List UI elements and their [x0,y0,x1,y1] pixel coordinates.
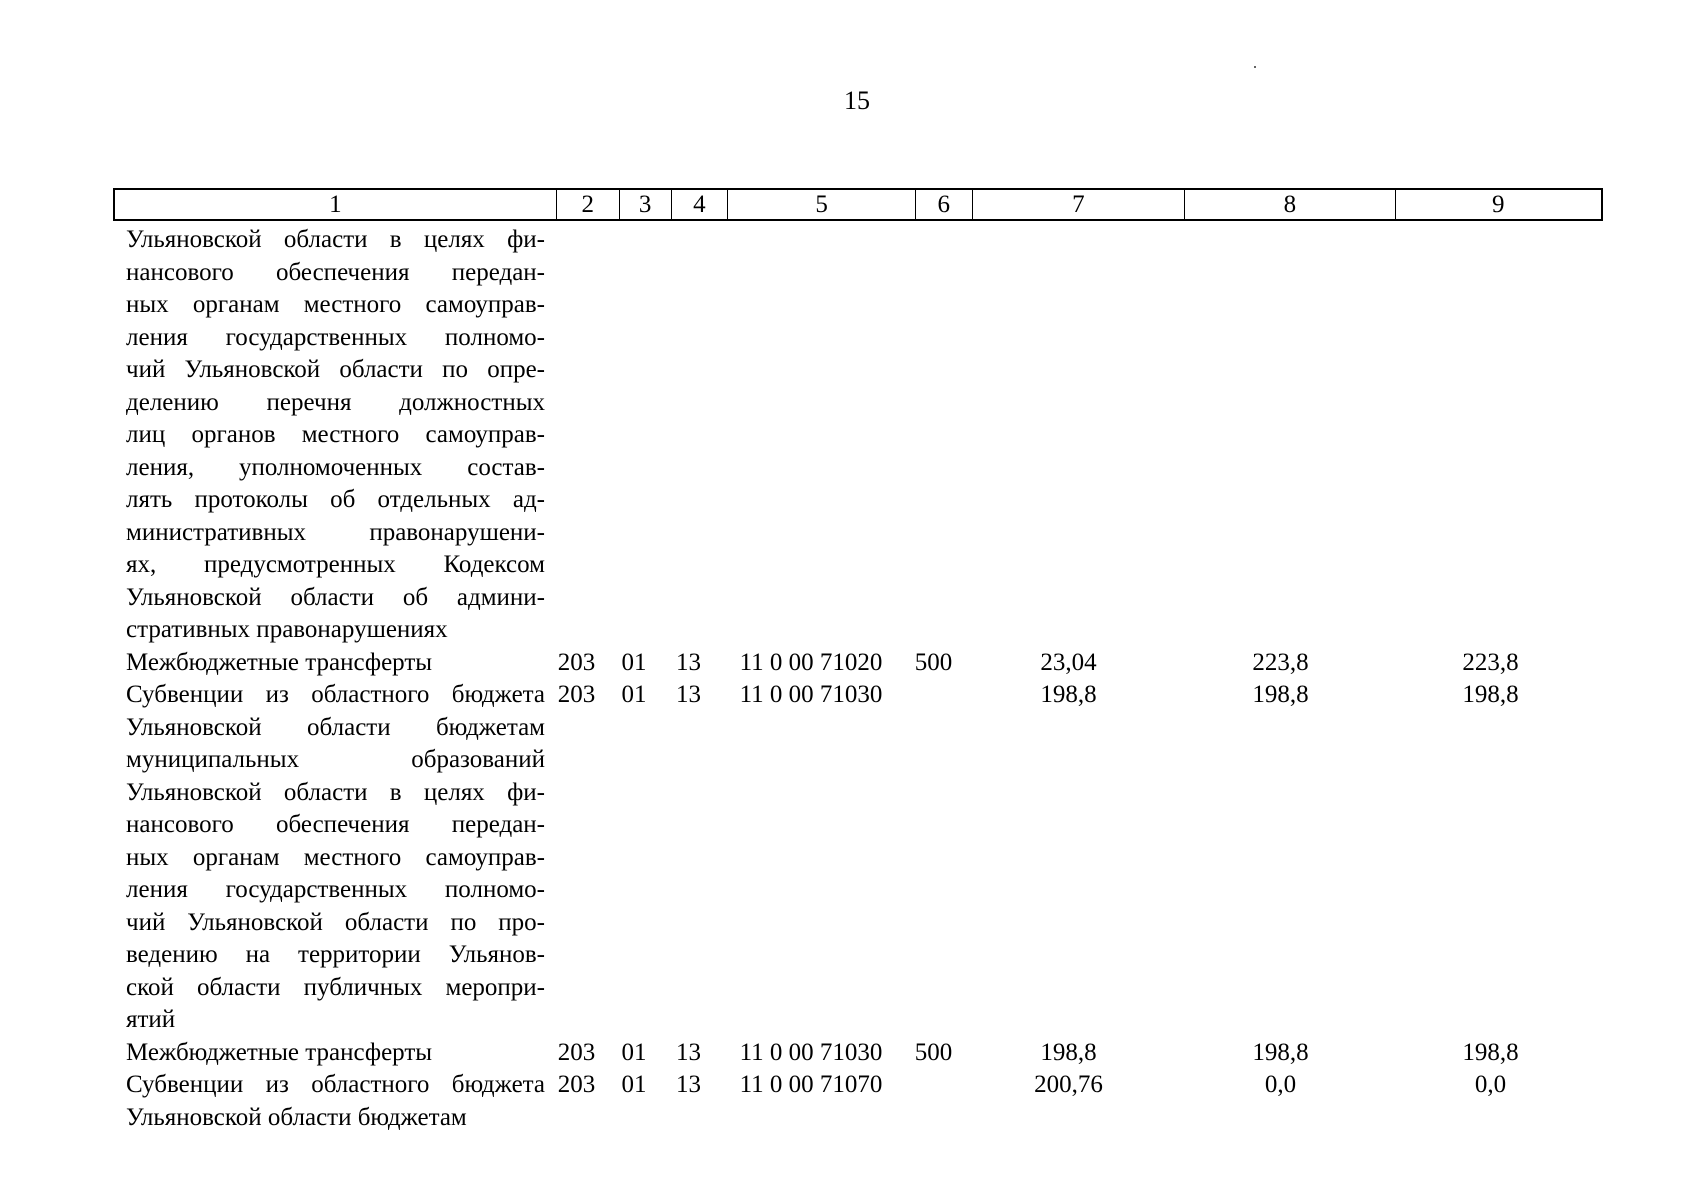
header-col-1: 1 [115,190,557,219]
cell-col-8: 223,8 [1252,648,1309,676]
cell-col-6: 500 [914,1038,953,1066]
table-row [113,1069,1603,1134]
description-line: Субвенции из областного бюджета [126,681,545,708]
description-line: нансового обеспечения передан- [126,811,545,838]
cell-col-5: 11 0 00 71070 [739,1071,883,1098]
cell-col-2: 203 [557,681,596,708]
cell-col-7: 198,8 [1040,1038,1097,1066]
header-col-5: 5 [728,190,916,219]
description-line: ятий [126,1006,176,1033]
cell-col-4: 13 [676,681,701,708]
cell-col-8: 198,8 [1252,1038,1309,1066]
table-row [113,1037,1603,1070]
description-line: чий Ульяновской области по про- [126,908,545,936]
cell-col-5: 11 0 00 71030 [739,1038,883,1066]
description-line: ных органам местного самоуправ- [126,291,545,318]
description-line: нансового обеспечения передан- [126,258,545,286]
description-line: чий Ульяновской области по опре- [126,356,545,383]
cell-col-9: 223,8 [1462,648,1519,676]
cell-col-3: 01 [621,681,647,708]
description-line: ской области публичных меропри- [126,973,545,1001]
cell-col-3: 01 [621,648,647,676]
header-col-7: 7 [973,190,1185,219]
cell-col-3: 01 [621,1071,647,1098]
cell-col-7: 200,76 [1034,1071,1103,1098]
cell-col-9: 0,0 [1474,1071,1507,1098]
header-col-3: 3 [620,190,672,219]
description-line: стративных правонарушениях [126,616,448,643]
cell-col-4: 13 [676,648,701,676]
description-line: делению перечня должностных [126,388,545,416]
description-line: Ульяновской области бюджетам [126,713,545,741]
cell-col-4: 13 [676,1071,701,1098]
description-line: лиц органов местного самоуправ- [126,421,545,448]
description-line: ных органам местного самоуправ- [126,843,545,871]
description-line: Субвенции из областного бюджета [126,1071,545,1098]
scan-speck [1254,66,1256,68]
cell-col-8: 198,8 [1252,681,1309,708]
cell-col-7: 198,8 [1040,681,1097,708]
cell-col-3: 01 [621,1038,647,1066]
header-col-9: 9 [1492,191,1505,218]
cell-col-9: 198,8 [1462,681,1519,708]
description-line: ведению на территории Ульянов- [126,941,545,968]
cell-col-5: 11 0 00 71020 [739,648,883,676]
description-line: ях, предусмотренных Кодексом [126,551,545,578]
page-number: 15 [844,86,870,115]
description-line: министративных правонарушени- [126,518,545,546]
row-description [113,224,545,647]
description-line: Ульяновской области бюджетам [126,1103,467,1131]
description-line: Межбюджетные трансферты [126,648,433,676]
row-description [113,1069,545,1134]
description-line: лять протоколы об отдельных ад- [126,486,545,513]
table-body [113,224,1603,1134]
header-col-6: 6 [916,190,973,219]
header-col-8: 8 [1185,190,1395,219]
description-line: Ульяновской области об админи- [126,583,545,611]
description-line: Ульяновской области в целях фи- [126,778,545,806]
cell-col-8: 0,0 [1264,1071,1297,1098]
table-row [113,224,1603,647]
cell-col-4: 13 [676,1038,701,1066]
row-description [113,1037,545,1070]
table-row [113,647,1603,680]
description-line: Ульяновской области в целях фи- [126,226,545,253]
description-line: ления государственных полномо- [126,876,545,903]
header-col-4: 4 [672,190,729,219]
header-col-2: 2 [557,190,620,219]
row-description [113,679,545,1037]
cell-col-2: 203 [557,1038,596,1066]
description-line: ления государственных полномо- [126,323,545,351]
cell-col-7: 23,04 [1040,648,1097,676]
cell-col-9: 198,8 [1462,1038,1519,1066]
cell-col-2: 203 [557,648,596,676]
table-header [113,188,1603,221]
description-line: муниципальных образований [126,746,545,773]
row-description [113,647,545,680]
description-line: ления, уполномоченных состав- [126,453,545,481]
cell-col-6: 500 [914,648,953,676]
description-line: Межбюджетные трансферты [126,1038,433,1066]
table-row [113,679,1603,1037]
cell-col-5: 11 0 00 71030 [739,681,883,708]
cell-col-2: 203 [557,1071,596,1098]
